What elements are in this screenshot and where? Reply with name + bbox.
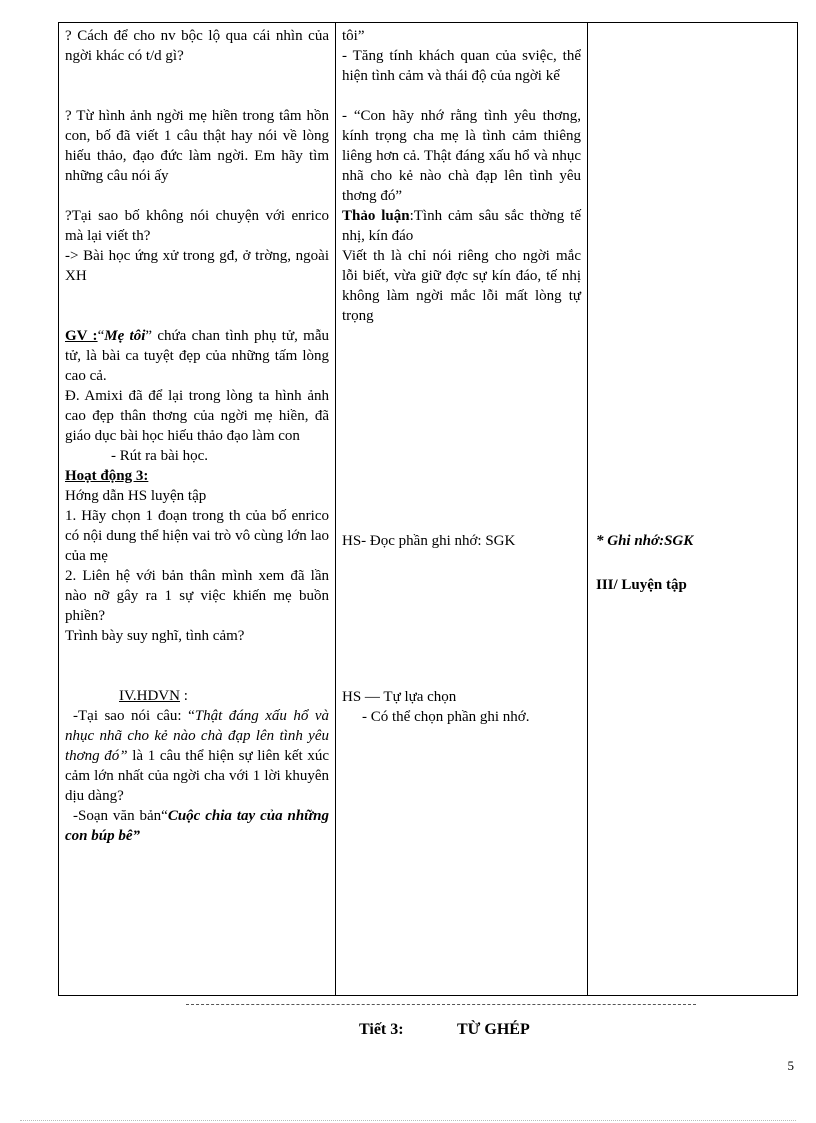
page-bottom-rule (20, 1120, 796, 1121)
homework-prepare: -Soạn văn bản“Cuộc chia tay của những con búp bê” (65, 808, 330, 844)
gv-label: GV : (65, 328, 98, 344)
activity-3-heading: Hoạt động 3: (65, 468, 149, 484)
section-divider (186, 1004, 696, 1005)
answer-0: tôi” (342, 28, 365, 44)
conclusion-line: - Rút ra bài học. (111, 448, 209, 464)
gv-text: chứa chan tình phụ tử, mẫu tử, là bài ca tuyệt đẹp của những tấm lòng cao cả. (65, 328, 329, 384)
amixi-paragraph: Đ. Amixi đã để lại trong lòng ta hình ảnh cao đẹp thân thơng của ngời mẹ hiền, đã giáo dục bài học hiếu thảo đạo làm con (65, 388, 329, 444)
answer-1: - Tăng tính khách quan của sviệc, thể hiện tình cảm và thái độ của ngời kể (342, 48, 581, 84)
content-column (587, 23, 797, 995)
teacher-summary: GV :“Mẹ tôi” chứa chan tình phụ tử, mẫu tử, là bài ca tuyệt đẹp của những tấm lòng cao cả. (65, 328, 329, 384)
activity-3-intro: Hớng dẫn HS luyện tập (65, 488, 207, 504)
teacher-activity-column (59, 23, 335, 995)
student-choose-detail: - Có thể chọn phần ghi nhớ. (362, 709, 530, 725)
task-3: Trình bày suy nghĩ, tình cảm? (65, 628, 245, 644)
student-read-note: HS- Đọc phần ghi nhớ: SGK (342, 533, 516, 549)
question-1: ? Cách để cho nv bộc lộ qua cái nhìn của ngời khác có t/d gì? (65, 28, 329, 64)
task-1: 1. Hãy chọn 1 đoạn trong th của bố enrico có nội dung thể hiện vai trò vô cùng lớn lao của mẹ (65, 508, 329, 564)
lesson-behavior: -> Bài học ứng xử trong gđ, ở trờng, ngoài XH (65, 248, 329, 284)
student-choose: HS — Tự lựa chọn (342, 689, 457, 705)
homework-question: -Tại sao nói câu: “Thật đáng xấu hổ và nhục nhã cho kẻ nào chà đạp lên tình yêu thơng đó” là 1 câu thể hiện sự liên kết xúc cảm lớn nhất của ngời cha với 1 lời khuyên dịu dàng? (65, 708, 329, 804)
lesson-label: Tiết 3: (359, 1021, 404, 1038)
note-heading: * Ghi nhớ:SGK (596, 533, 694, 549)
page-number: 5 (787, 1058, 794, 1073)
homework-heading: IV.HDVN : (119, 688, 188, 704)
question-3: ?Tại sao bố không nói chuyện với enrico mà lại viết th? (65, 208, 329, 244)
practice-heading: III/ Luyện tập (596, 577, 687, 593)
task-2: 2. Liên hệ với bản thân mình xem đã lần nào nỡ gây ra 1 sự việc khiến mẹ buồn phiền? (65, 568, 329, 624)
discussion: Thảo luận:Tình cảm sâu sắc thờng tế nhị, kín đáo (342, 208, 581, 244)
student-activity-column (335, 23, 587, 995)
narrow-column (797, 23, 799, 995)
lesson-plan-table (58, 22, 798, 996)
answer-2: - “Con hãy nhớ rằng tình yêu thơng, kính trọng cha mẹ là tình cảm thiêng liêng hơn cả. Thật đáng xấu hổ và nhục nhã cho kẻ nào chà đạp lên tình yêu thơng đó” (342, 108, 581, 204)
question-2: ? Từ hình ảnh ngời mẹ hiền trong tâm hồn con, bố đã viết 1 câu thật hay nói về lòng hiếu thảo, đạo đức làm ngời. Em hãy tìm những câu nói ấy (65, 108, 329, 184)
answer-3: Viết th là chỉ nói riêng cho ngời mắc lỗi biết, vừa giữ đợc sự kín đáo, tế nhị không làm ngời mắc lỗi mất lòng tự trọng (342, 248, 581, 324)
gv-title: Mẹ tôi (104, 328, 146, 344)
lesson-title: TỪ GHÉP (457, 1021, 530, 1038)
